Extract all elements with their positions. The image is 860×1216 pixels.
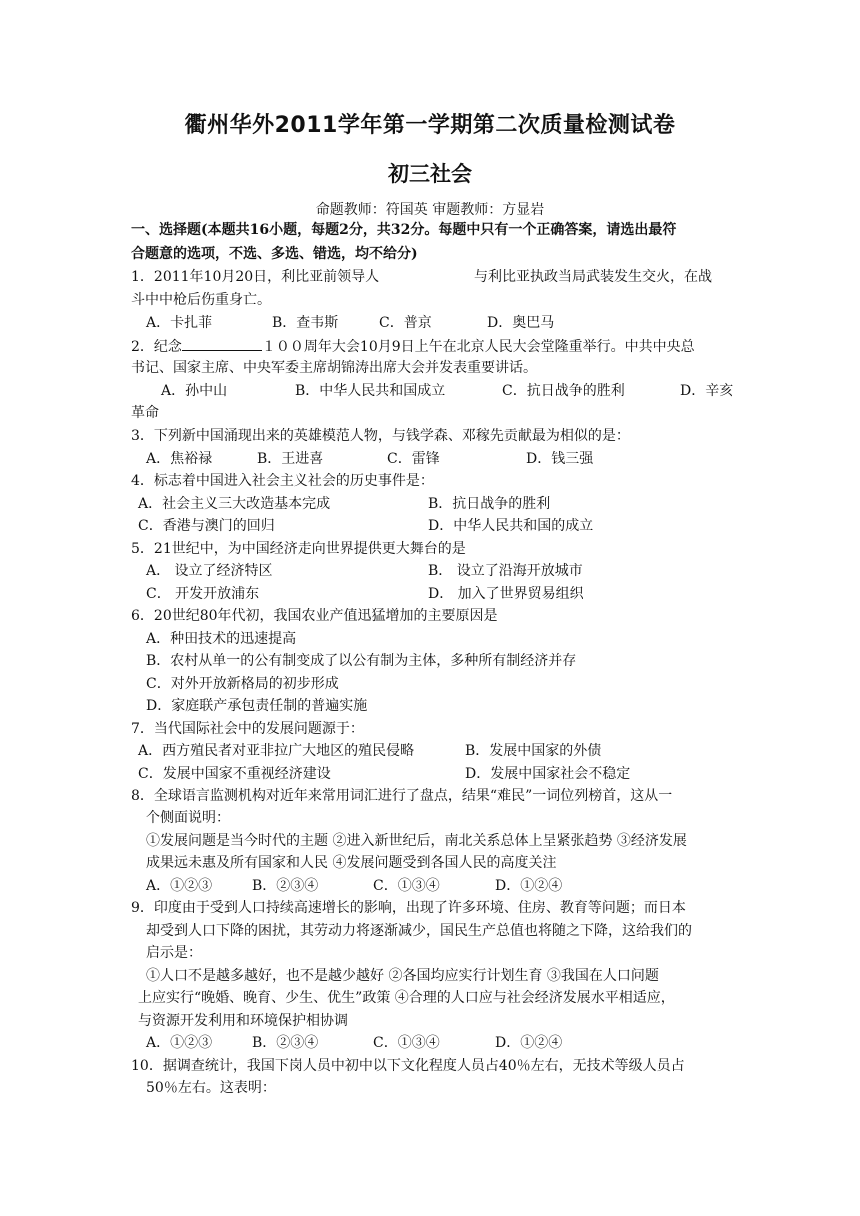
author-line: 命题教师：符国英 审题教师：方显岩 bbox=[315, 202, 545, 218]
q1-stem-wrap: 斗中中枪后伤重身亡。 bbox=[131, 292, 271, 308]
q2-stem-start: 2．纪念 bbox=[131, 339, 182, 355]
q2-option-b: B．中华人民共和国成立 bbox=[295, 383, 446, 399]
q7-stem: 7．当代国际社会中的发展问题源于： bbox=[131, 721, 364, 737]
q4-option-d: D．中华人民共和国的成立 bbox=[428, 518, 594, 534]
answer-blank bbox=[182, 336, 262, 351]
q2-stem bbox=[131, 336, 695, 357]
q6-option-a: A．种田技术的迅速提高 bbox=[146, 631, 297, 647]
q4-stem: 4．标志着中国进入社会主义社会的历史事件是： bbox=[131, 473, 434, 489]
q10-stem-wrap: 50％左右。这表明： bbox=[146, 1080, 276, 1096]
q9-stem-wrap: 启示是： bbox=[146, 945, 202, 961]
q8-option-b: B．②③④ bbox=[252, 878, 319, 894]
q2-option-a: A．孙中山 bbox=[161, 383, 228, 399]
q3-option-c: C．雷锋 bbox=[387, 451, 440, 467]
q9-option-a: A．①②③ bbox=[146, 1035, 213, 1051]
q7-option-b: B．发展中国家的外债 bbox=[465, 743, 602, 759]
q9-statements-wrap: 与资源开发利用和环境保护相协调 bbox=[138, 1013, 348, 1029]
q2-option-d: D．辛亥 bbox=[680, 383, 734, 399]
q9-option-d: D．①②④ bbox=[495, 1035, 563, 1051]
q2-stem-rest: １００周年大会10月9日上午在北京人民大会堂隆重举行。中共中央总 bbox=[261, 339, 695, 355]
q1-option-b: B．查韦斯 bbox=[272, 315, 339, 331]
section-heading: 一、选择题(本题共16小题，每题2分，共32分。每题中只有一个正确答案，请选出最符 bbox=[131, 222, 677, 238]
q8-stem-wrap: 个侧面说明： bbox=[146, 810, 230, 826]
q7-option-c: C．发展中国家不重视经济建设 bbox=[138, 766, 331, 782]
q1-option-d: D．奥巴马 bbox=[487, 315, 555, 331]
q9-option-c: C．①③④ bbox=[373, 1035, 440, 1051]
q7-option-d: D．发展中国家社会不稳定 bbox=[465, 766, 631, 782]
q8-option-d: D．①②④ bbox=[495, 878, 563, 894]
q2-option-c: C．抗日战争的胜利 bbox=[502, 383, 625, 399]
q5-option-b: B． 设立了沿海开放城市 bbox=[428, 563, 583, 579]
q6-stem: 6．20世纪80年代初，我国农业产值迅猛增加的主要原因是 bbox=[131, 608, 498, 624]
q8-option-c: C．①③④ bbox=[373, 878, 440, 894]
q1-stem: 1．2011年10月20日，利比亚前领导人 bbox=[131, 269, 380, 285]
q4-option-c: C．香港与澳门的回归 bbox=[138, 518, 275, 534]
q9-statements: ①人口不是越多越好，也不是越少越好 ②各国均应实行计划生育 ③我国在人口问题 bbox=[146, 968, 659, 984]
q3-option-a: A．焦裕禄 bbox=[146, 451, 213, 467]
q4-option-a: A．社会主义三大改造基本完成 bbox=[138, 496, 331, 512]
q6-option-d: D．家庭联产承包责任制的普遍实施 bbox=[146, 698, 368, 714]
page-title: 衢州华外2011学年第一学期第二次质量检测试卷 bbox=[184, 113, 676, 138]
q2-stem-wrap: 书记、国家主席、中央军委主席胡锦涛出席大会并发表重要讲话。 bbox=[131, 360, 537, 376]
q9-option-b: B．②③④ bbox=[252, 1035, 319, 1051]
q8-statements-cont: 成果远未惠及所有国家和人民 ④发展问题受到各国人民的高度关注 bbox=[146, 855, 557, 871]
q1-option-c: C．普京 bbox=[379, 315, 432, 331]
q5-stem: 5．21世纪中，为中国经济走向世界提供更大舞台的是 bbox=[131, 541, 466, 557]
q8-statements: ①发展问题是当今时代的主题 ②进入新世纪后，南北关系总体上呈紧张趋势 ③经济发展 bbox=[146, 833, 687, 849]
q5-option-d: D． 加入了世界贸易组织 bbox=[428, 586, 584, 602]
q5-option-a: A． 设立了经济特区 bbox=[146, 563, 273, 579]
q1-option-a: A．卡扎菲 bbox=[146, 315, 213, 331]
q6-option-c: C．对外开放新格局的初步形成 bbox=[146, 676, 339, 692]
q2-option-d-wrap: 革命 bbox=[131, 405, 159, 421]
q6-option-b: B．农村从单一的公有制变成了以公有制为主体，多种所有制经济并存 bbox=[146, 653, 577, 669]
q8-option-a: A．①②③ bbox=[146, 878, 213, 894]
q3-stem: 3．下列新中国涌现出来的英雄模范人物，与钱学森、邓稼先贡献最为相似的是： bbox=[131, 428, 630, 444]
q7-option-a: A．西方殖民者对亚非拉广大地区的殖民侵略 bbox=[138, 743, 415, 759]
q5-option-c: C． 开发开放浦东 bbox=[146, 586, 260, 602]
q8-stem: 8．全球语言监测机构对近年来常用词汇进行了盘点，结果“难民”一词位列榜首，这从一 bbox=[131, 788, 673, 804]
section-heading-cont: 合题意的选项，不选、多选、错选，均不给分) bbox=[131, 246, 418, 262]
page-subtitle: 初三社会 bbox=[388, 162, 472, 186]
q4-option-b: B．抗日战争的胜利 bbox=[428, 496, 551, 512]
q9-stem: 9．印度由于受到人口持续高速增长的影响，出现了许多环境、住房、教育等问题；而日本 bbox=[131, 900, 686, 916]
q1-stem-cont: 与利比亚执政当局武装发生交火，在战 bbox=[474, 269, 712, 285]
q3-option-d: D．钱三强 bbox=[526, 451, 594, 467]
q9-statements-cont: 上应实行“晚婚、晚育、少生、优生”政策 ④合理的人口应与社会经济发展水平相适应， bbox=[138, 990, 675, 1006]
q10-stem: 10．据调查统计，我国下岗人员中初中以下文化程度人员占40％左右，无技术等级人员占 bbox=[131, 1058, 685, 1074]
q3-option-b: B．王进喜 bbox=[257, 451, 324, 467]
q9-stem-cont: 却受到人口下降的困扰，其劳动力将逐渐减少，国民生产总值也将随之下降，这给我们的 bbox=[146, 923, 692, 939]
